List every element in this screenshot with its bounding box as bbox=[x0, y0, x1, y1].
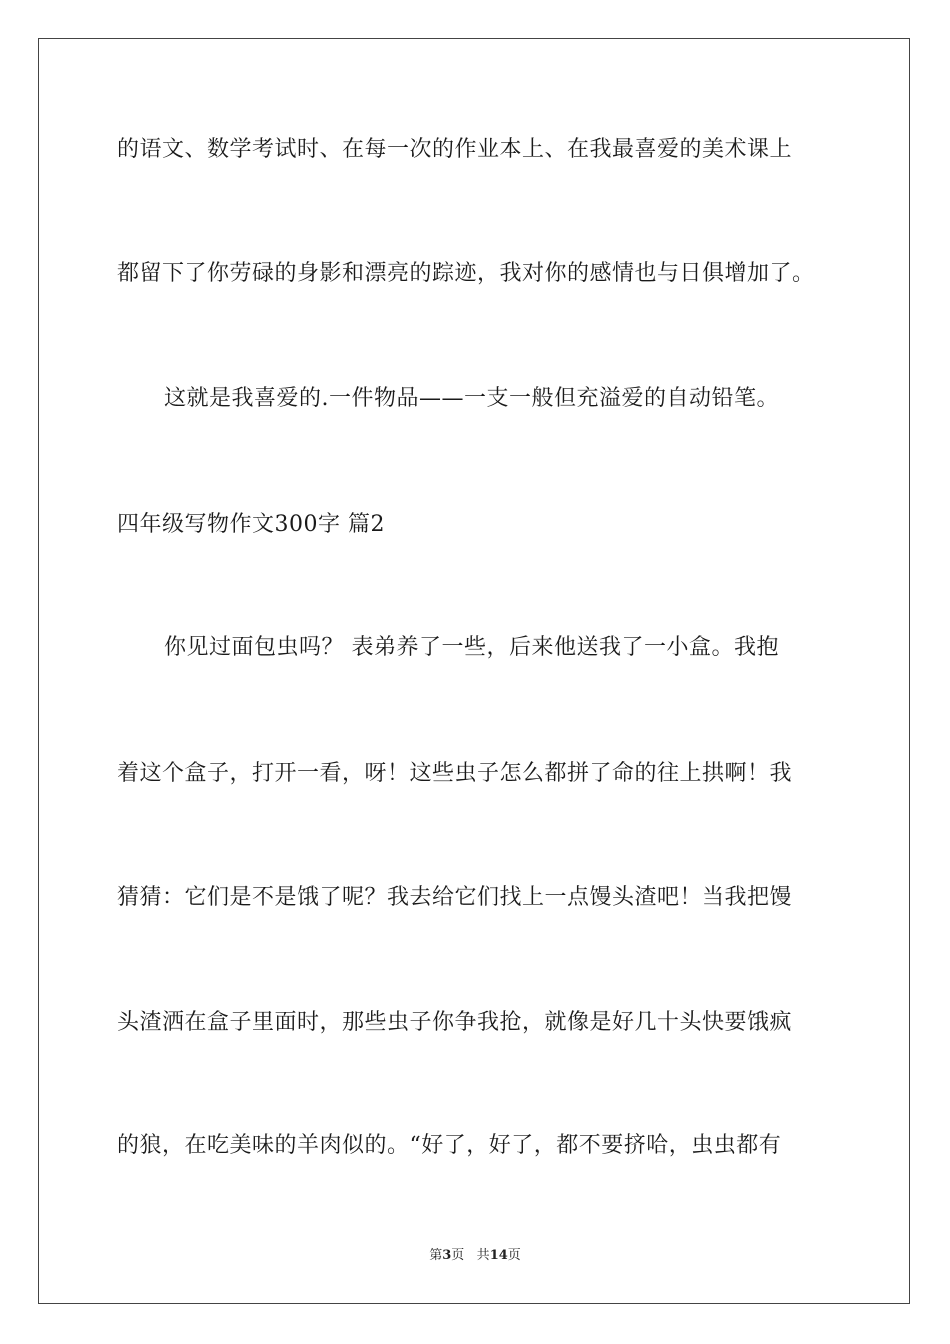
text-line-9: 的狼，在吃美味的羊肉似的。“好了，好了，都不要挤哈，虫虫都有 bbox=[117, 1133, 782, 1158]
page-suffix: 页 bbox=[451, 1248, 465, 1263]
page-footer bbox=[0, 1247, 950, 1265]
text-line-2: 都留下了你劳碌的身影和漂亮的踪迹，我对你的感情也与日俱增加了。 bbox=[117, 261, 815, 286]
total-prefix: 共 bbox=[476, 1248, 490, 1263]
text-line-8: 头渣洒在盒子里面时，那些虫子你争我抢，就像是好几十头快要饿疯 bbox=[117, 1010, 793, 1035]
total-pages: 14 bbox=[489, 1248, 508, 1263]
page-border bbox=[38, 38, 910, 1304]
text-line-3: 这就是我喜爱的.一件物品——一支一般但充溢爱的自动铅笔。 bbox=[164, 386, 779, 411]
total-suffix: 页 bbox=[507, 1248, 521, 1263]
text-line-1: 的语文、数学考试时、在每一次的作业本上、在我最喜爱的美术课上 bbox=[117, 137, 793, 162]
text-line-7: 猜猜：它们是不是饿了呢？我去给它们找上一点馒头渣吧！当我把馒 bbox=[117, 885, 793, 910]
page-number: 3 bbox=[442, 1248, 452, 1263]
text-line-6: 着这个盒子，打开一看，呀！这些虫子怎么都拼了命的往上拱啊！我 bbox=[117, 761, 793, 786]
page-prefix: 第 bbox=[429, 1248, 443, 1263]
section-heading: 四年级写物作文300字 篇2 bbox=[117, 512, 385, 537]
text-line-5: 你见过面包虫吗？ 表弟养了一些，后来他送我了一小盒。我抱 bbox=[164, 635, 779, 660]
